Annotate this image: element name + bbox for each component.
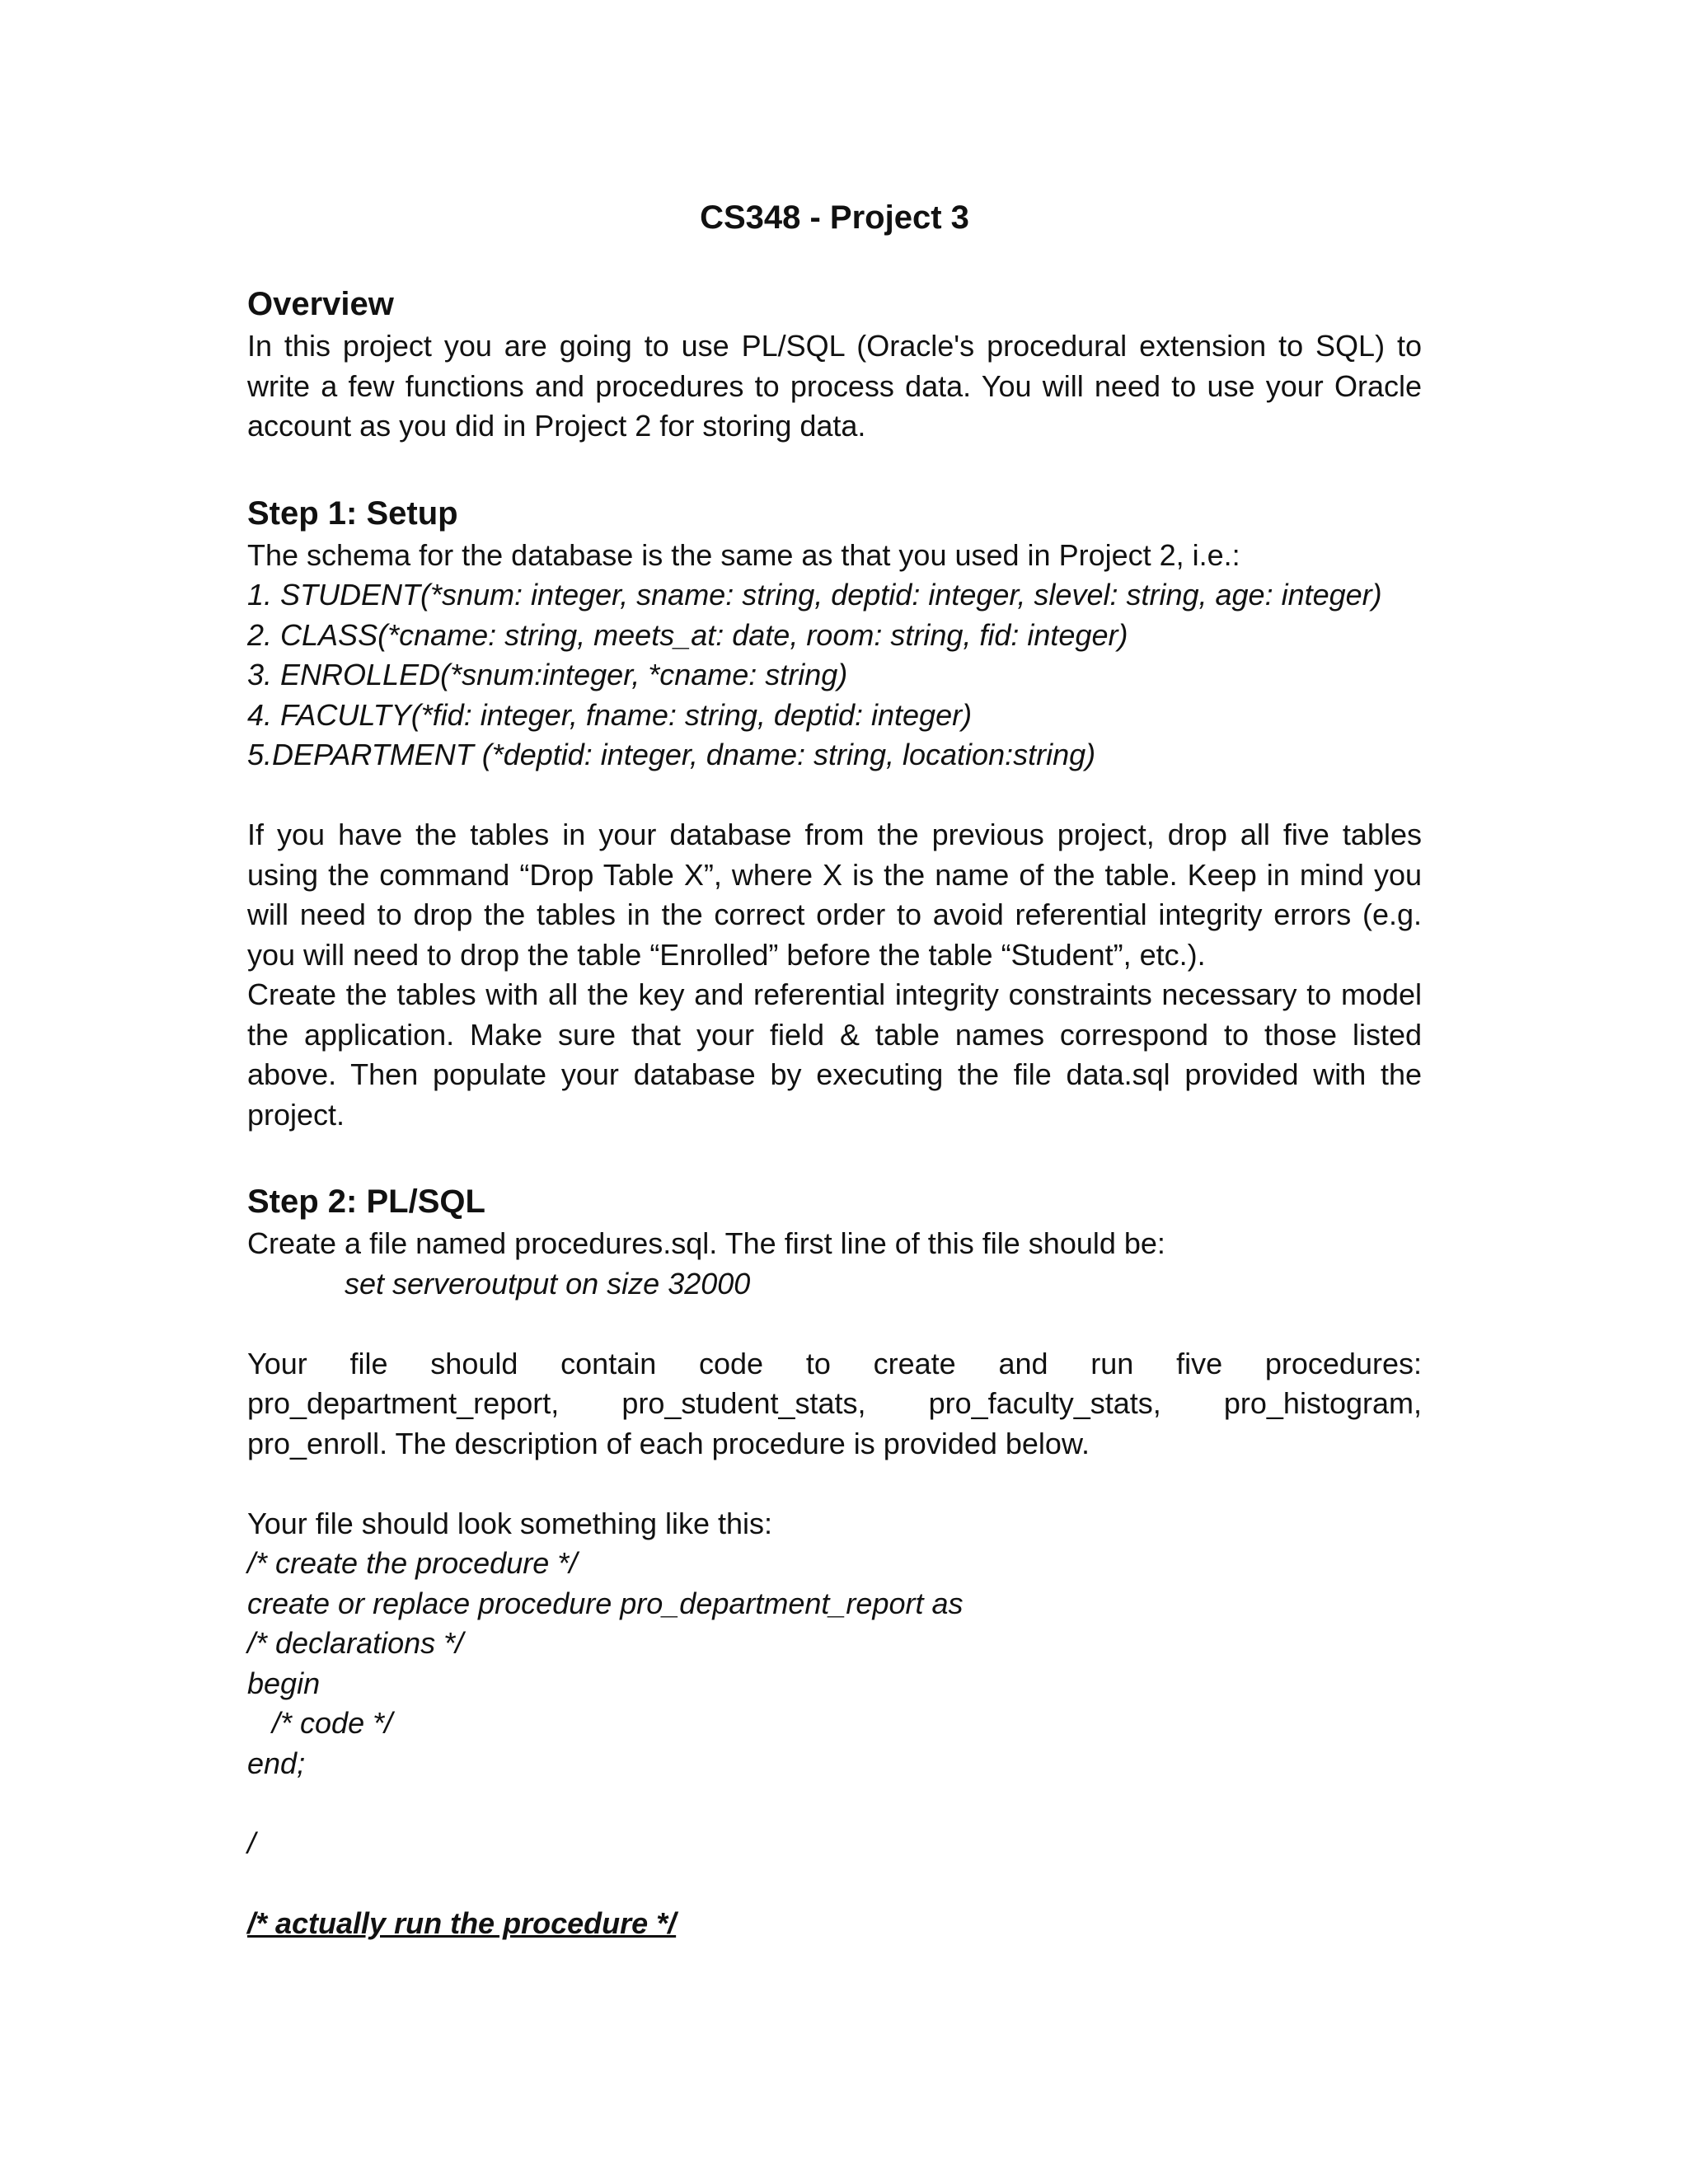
code-line: begin [247,1666,321,1700]
schema-item: 1. STUDENT(*snum: integer, sname: string, deptid: integer, slevel: string, age: integer) [247,578,1382,612]
code-line: /* code */ [247,1706,393,1740]
code-line: create or replace procedure pro_department_report as [247,1586,964,1620]
overview-body: In this project you are going to use PL/SQL (Oracle's procedural extension to SQL) to write a few functions and procedures to process data. You will need to use your Oracle account as you did in Project 2 for storing data. [247,329,1422,443]
code-line: /* declarations */ [247,1626,464,1660]
spacer [247,1863,1422,1904]
drop-tables-paragraph: If you have the tables in your database from the previous project, drop all five tables using the command “Drop Table X”, where X is the name of the table. Keep in mind you will need to drop the tables in the correct order to avoid referential integrity errors (e.g. you will need to drop the table “Enrolled” before the table “Student”, etc.). [247,818,1422,972]
overview-heading: Overview [247,286,394,322]
spacer [247,1304,1422,1344]
schema-item: 2. CLASS(*cname: string, meets_at: date, room: string, fid: integer) [247,617,1128,652]
spacer [247,1464,1422,1504]
code-line: end; [247,1746,306,1780]
schema-item: 3. ENROLLED(*snum:integer, *cname: string) [247,658,848,691]
procedures-line: pro_department_report, pro_student_stats, pro_faculty_stats, pro_histogram, [247,1386,1422,1420]
schema-item: 5.DEPARTMENT (*deptid: integer, dname: string, location:string) [247,738,1096,771]
step2-intro: Create a file named procedures.sql. The first line of this file should be: [247,1226,1165,1260]
procedures-line: Your file should contain code to create and run five procedures: [247,1346,1422,1380]
spacer [247,1783,1422,1824]
step1-section [247,491,1422,1136]
document-page [247,198,1422,1988]
step2-section [247,1179,1422,1943]
step2-heading: Step 2: PL/SQL [247,1183,485,1220]
step1-intro: The schema for the database is the same as that you used in Project 2, i.e.: [247,537,1240,572]
step1-heading: Step 1: Setup [247,494,458,532]
procedures-line: pro_enroll. The description of each procedure is provided below. [247,1426,1090,1460]
document-title: CS348 - Project 3 [700,199,969,236]
code-line: /* create the procedure */ [247,1546,578,1580]
example-intro: Your file should look something like this: [247,1506,773,1540]
spacer [247,776,1422,816]
run-comment: /* actually run the procedure */ [247,1905,677,1940]
first-line-code: set serveroutput on size 32000 [345,1266,751,1301]
run-comment-line [247,1904,1422,1944]
overview-section [247,282,1422,447]
create-tables-paragraph: Create the tables with all the key and referential integrity constraints necessary to model the application. Make sure that your field & table names correspond to those listed above. Then populate your database by executing the file data.sql provided with the project. [247,977,1422,1132]
code-slash: / [247,1825,256,1860]
schema-item: 4. FACULTY(*fid: integer, fname: string, deptid: integer) [247,697,973,732]
